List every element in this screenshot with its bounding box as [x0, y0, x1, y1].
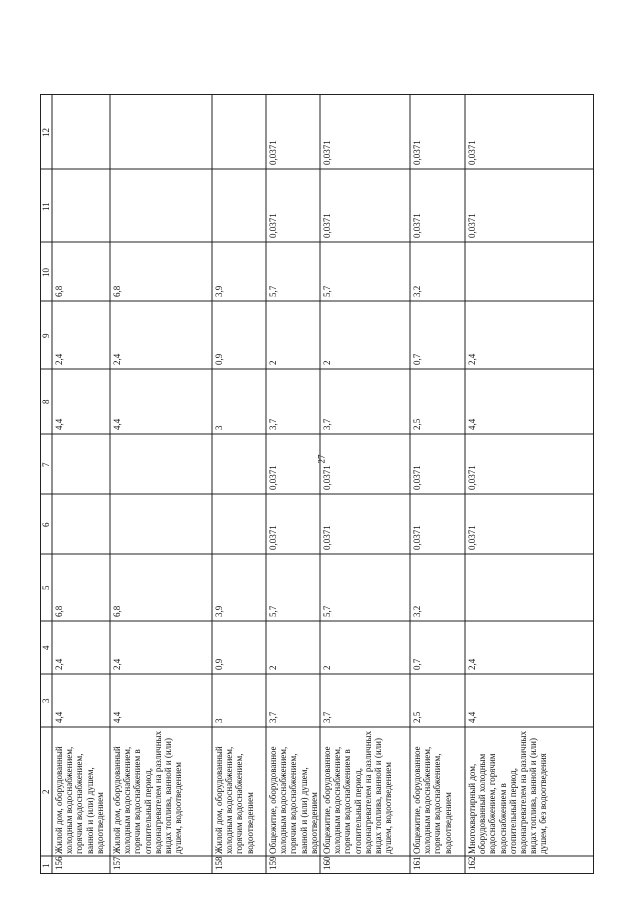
cell-value: 3,7	[322, 418, 332, 430]
cell-value: 0,0371	[412, 140, 422, 165]
cell-value: 2	[322, 665, 332, 670]
cell-value: 0,0371	[467, 213, 477, 238]
cell-value: 5,7	[268, 285, 278, 297]
column-header: 10	[41, 267, 51, 277]
cell-value: 4,4	[54, 418, 64, 430]
cell-value: 2,4	[54, 353, 64, 365]
row-number: 157	[112, 856, 122, 870]
column-header: 4	[41, 645, 51, 650]
cell-value: 2	[268, 360, 278, 365]
cell-value: 0,0371	[322, 140, 332, 165]
column-header: 9	[41, 333, 51, 338]
cell-value: 3,2	[412, 605, 422, 617]
cell-value: 3,9	[214, 285, 224, 297]
row-description: Многоквартирный дом, оборудованный холодным водоснабжением, горячим водоснабжением в отопительный период, водонагревателем на различных видах топлива, ванной и (или) душем, без водоотведения	[467, 730, 549, 854]
cell-value: 6,8	[112, 605, 122, 617]
cell-value: 6,8	[112, 285, 122, 297]
cell-value: 3,7	[268, 711, 278, 723]
cell-value: 0,7	[412, 658, 422, 670]
cell-value: 0,0371	[322, 525, 332, 550]
cell-value: 0,0371	[412, 465, 422, 490]
row-number: 158	[214, 856, 224, 870]
column-header: 6	[41, 522, 51, 527]
row-number: 161	[412, 856, 422, 870]
cell-value: 3	[214, 425, 224, 430]
cell-value: 5,7	[322, 605, 332, 617]
cell-value: 3,7	[268, 418, 278, 430]
cell-value: 5,7	[322, 285, 332, 297]
tariff-table	[40, 94, 594, 874]
row-number: 159	[268, 856, 278, 870]
cell-value: 0,0371	[268, 465, 278, 490]
row-description: Жилой дом, оборудованный холодным водоснабжением, горячим водоснабжением в отопительный период, водонагревателем на различных видах топлива, ванной и (или) душем, водоотведением	[112, 730, 184, 854]
cell-value: 0,0371	[467, 525, 477, 550]
cell-value: 0,0371	[467, 140, 477, 165]
cell-value: 0,0371	[268, 525, 278, 550]
cell-value: 2,4	[112, 353, 122, 365]
cell-value: 3,9	[214, 605, 224, 617]
cell-value: 5,7	[268, 605, 278, 617]
row-description: Жилой дом, оборудованный холодным водоснабжением, горячим водоснабжением, ванной и (или) душем, водоотведением	[54, 746, 105, 854]
column-header: 12	[41, 127, 51, 137]
column-header: 11	[41, 201, 51, 211]
cell-value: 4,4	[467, 711, 477, 723]
cell-value: 2	[268, 665, 278, 670]
column-header: 2	[41, 789, 51, 794]
cell-value: 2	[322, 360, 332, 365]
column-header: 7	[41, 462, 51, 467]
cell-value: 2,5	[412, 418, 422, 430]
cell-value: 6,8	[54, 605, 64, 617]
cell-value: 2,4	[54, 658, 64, 670]
page-number: 27	[316, 454, 327, 464]
row-description: Общежитие, оборудованное холодным водоснабжением, горячим водоснабжением, ванной и (или) душем, водоотведением	[268, 746, 319, 854]
row-number: 160	[322, 856, 332, 870]
cell-value: 0,9	[214, 658, 224, 670]
cell-value: 0,0371	[268, 140, 278, 165]
column-header: 3	[41, 698, 51, 703]
cell-value: 0,0371	[268, 213, 278, 238]
row-number: 162	[467, 856, 477, 870]
cell-value: 6,8	[54, 285, 64, 297]
cell-value: 0,7	[412, 353, 422, 365]
cell-value: 4,4	[54, 711, 64, 723]
cell-value: 4,4	[112, 711, 122, 723]
cell-value: 4,4	[467, 418, 477, 430]
column-header: 8	[41, 399, 51, 404]
cell-value: 3,2	[412, 285, 422, 297]
cell-value: 2,5	[412, 711, 422, 723]
column-header: 1	[41, 863, 51, 868]
cell-value: 0,0371	[412, 525, 422, 550]
row-description: Жилой дом, оборудованный холодным водоснабжением, горячим водоснабжением, водоотведением	[214, 746, 255, 854]
column-header: 5	[41, 585, 51, 590]
cell-value: 4,4	[112, 418, 122, 430]
cell-value: 2,4	[467, 353, 477, 365]
row-description: Общежитие, оборудованное холодным водоснабжением, горячим водоснабжением, водоотведением	[412, 746, 453, 854]
cell-value: 3	[214, 718, 224, 723]
row-description: Общежитие, оборудованное холодным водоснабжением, горячим водоснабжением в отопительный период, водонагревателем на различных видах топлива, ванной и (или) душем, водоотведением	[322, 730, 394, 854]
cell-value: 0,9	[214, 353, 224, 365]
cell-value: 0,0371	[467, 465, 477, 490]
cell-value: 2,4	[112, 658, 122, 670]
cell-value: 2,4	[467, 658, 477, 670]
cell-value: 0,0371	[322, 213, 332, 238]
cell-value: 0,0371	[412, 213, 422, 238]
cell-value: 0,0371	[322, 465, 332, 490]
row-number: 156	[54, 856, 64, 870]
cell-value: 3,7	[322, 711, 332, 723]
